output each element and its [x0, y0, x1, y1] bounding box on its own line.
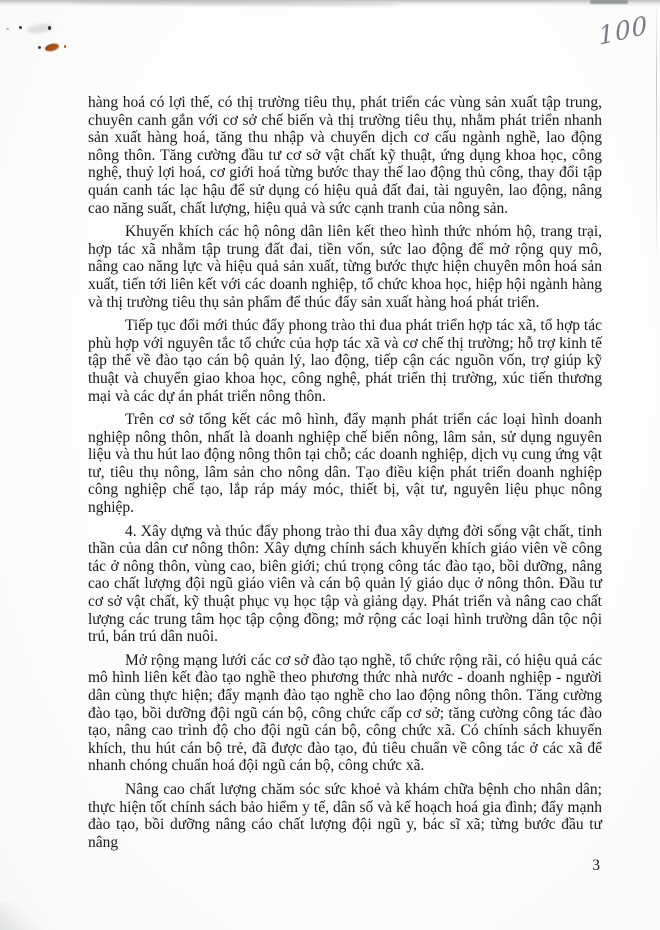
ink-fleck — [6, 28, 9, 30]
handwritten-folio-number: 100 — [597, 10, 650, 51]
paragraph: Tiếp tục đổi mới thúc đẩy phong trào thi đua phát triển hợp tác xã, tổ hợp tác phù hợp với nguyên tắc tổ chức của hợp tác xã và cơ chế thị trường; hỗ trợ kinh tế tập thể về đào tạo cán bộ quản lý, lao động, tiếp cận các nguồn vốn, trợ giúp kỹ thuật và chuyển giao khoa học, công nghệ, phát triển thị trường, xúc tiến thương mại và các dự án phát triển nông thôn. — [88, 317, 602, 405]
brown-ink-smudge — [44, 42, 59, 52]
paragraph: Khuyến khích các hộ nông dân liên kết theo hình thức nhóm hộ, trang trại, hợp tác xã nhằm tập trung đất đai, tiền vốn, sức lao động để mở rộng quy mô, nâng cao năng lực và hiệu quả sản xuất, từng bước thực hiện chuyên môn hoá sản xuất, tiến tới liên kết với các doanh nghiệp, tổ chức khoa học, hiệp hội ngành hàng và thị trường tiêu thụ sản phẩm để thúc đẩy sản xuất hàng hoá phát triển. — [88, 223, 602, 311]
paragraph-continuation: hàng hoá có lợi thế, có thị trường tiêu thụ, phát triển các vùng sản xuất tập trung, chuyên canh gắn với cơ sở chế biến và thị trường tiêu thụ, nhằm phát triển nhanh sản xuất hàng hoá, tăng thu nhập và chuyển dịch cơ cấu ngành nghề, lao động nông thôn. Tăng cường đầu tư cơ sở vật chất kỹ thuật, ứng dụng khoa học, công nghệ, thuỷ lợi hoá, cơ giới hoá từng bước thay thế lao động thủ công, thay đổi tập quán canh tác lạc hậu để sử dụng có hiệu quả đất đai, tài nguyên, lao động, nâng cao năng suất, chất lượng, hiệu quả và sức cạnh tranh của nông sản. — [88, 94, 602, 217]
ink-fleck — [19, 26, 22, 29]
scan-top-dark-patch — [590, 0, 628, 4]
page-number: 3 — [592, 857, 600, 875]
document-body-text — [88, 94, 602, 875]
paragraph: Mở rộng mạng lưới các cơ sở đào tạo nghề, tổ chức rộng rãi, có hiệu quả các mô hình liên kết đào tạo nghề theo phương thức nhà nước - doanh nghiệp - người dân cùng thực hiện; đẩy mạnh đào tạo nghề cho lao động nông thôn. Tăng cường đào tạo, bồi dưỡng đội ngũ cán bộ, công chức cấp cơ sở; tăng cường công tác đào tạo, nâng cao trình độ cho đội ngũ cán bộ, công chức xã. Có chính sách khuyến khích, thu hút cán bộ trẻ, đã được đào tạo, đủ tiêu chuẩn về công tác ở các xã để nhanh chóng chuẩn hoá đội ngũ cán bộ, công chức xã. — [88, 651, 602, 775]
paragraph: Nâng cao chất lượng chăm sóc sức khoẻ và khám chữa bệnh cho nhân dân; thực hiện tốt chính sách bảo hiểm y tế, dân số và kế hoạch hoá gia đình; đẩy mạnh đào tạo, bồi dưỡng nâng cáo chất lượng đội ngũ y, bác sĩ xã; từng bước đầu tư nâng — [88, 780, 602, 851]
paragraph-item-4: 4. Xây dựng và thúc đẩy phong trào thi đua xây dựng đời sống vật chất, tinh thần của dân cư nông thôn: Xây dựng chính sách khuyến khích giáo viên về công tác ở nông thôn, vùng cao, biên giới; chú trọng công tác đào tạo, bồi dưỡng, nâng cao chất lượng đội ngũ giáo viên và cán bộ quản lý giáo dục ở nông thôn. Đầu tư cơ sở vật chất, kỹ thuật phục vụ học tập và giảng dạy. Phát triển và nâng cao chất lượng các trung tâm học tập cộng đồng; mở rộng các loại hình trường dân tộc nội trú, bán trú dân nuôi. — [88, 522, 602, 646]
ink-fleck — [64, 45, 66, 48]
ink-fleck — [38, 46, 41, 49]
ink-fleck — [48, 26, 51, 30]
scan-corner-shadow — [0, 902, 46, 930]
scan-right-edge-line — [656, 0, 657, 270]
paragraph: Trên cơ sở tổng kết các mô hình, đẩy mạnh phát triển các loại hình doanh nghiệp nông thôn, nhất là doanh nghiệp chế biến nông, lâm sản, sử dụng nguyên liệu và thu hút lao động nông thôn tại chỗ; các doanh nghiệp, dịch vụ cung ứng vật tư, tiêu thụ nông, lâm sản cho nông dân. Tạo điều kiện phát triển doanh nghiệp công nghiệp chế tạo, lắp ráp máy móc, thiết bị, vật tư, nguyên liệu phục nông nghiệp. — [88, 411, 602, 517]
